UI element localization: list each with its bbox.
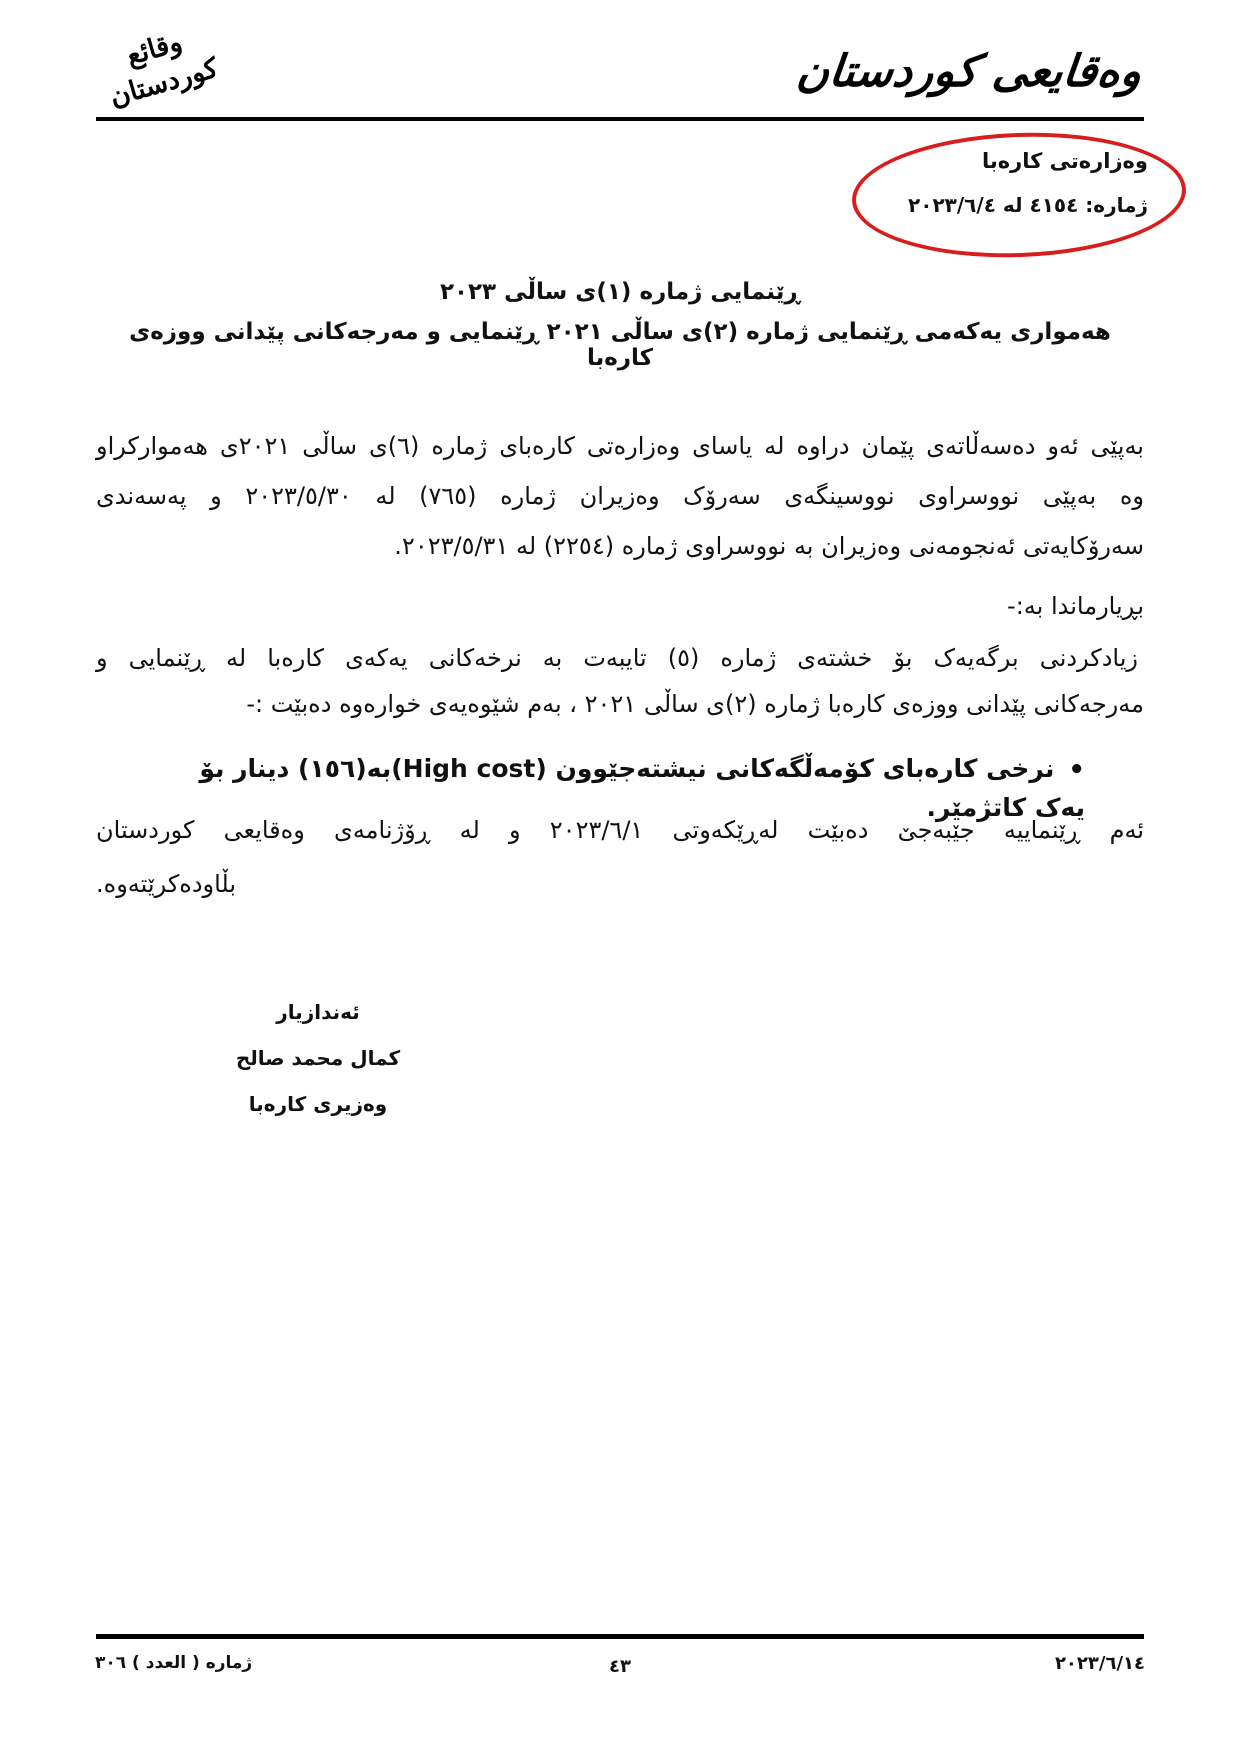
decision-line: بڕیارماندا بە:- [1007, 592, 1144, 620]
paragraph1-line3: سەرۆکایەتی ئەنجومەنی وەزیران بە نووسراوی ژمارە (٢٢٥٤) لە ٢٠٢٣/٥/٣١. [394, 532, 1144, 560]
price-bullet-text: نرخی کارەبای کۆمەڵگەکانی نیشتەجێوون (High cost)بە(١٥٦) دینار بۆ یەک کاتژمێر. [199, 754, 1085, 822]
signature-title: ئەندازیار [276, 1000, 360, 1024]
paragraph1-line2: وە بەپێی نووسراوی نووسینگەی سەرۆک وەزیران ژمارە (٧٦٥) لە ٢٠٢٣/٥/٣٠ و پەسەندی [96, 482, 1144, 510]
gazette-masthead-calligraphy: وەقايعی كوردستان [794, 46, 1145, 97]
signature-name: كمال محمد صالح [235, 1046, 401, 1070]
footer-date: ٢٠٢٣/٦/١٤ [1054, 1653, 1145, 1674]
paragraph2-line2: بڵاودەکرێتەوە. [96, 870, 237, 898]
paragraph2-line1: ئەم ڕێنماییە جێبەجێ دەبێت لەڕێکەوتی ٢٠٢٣/٦/١ و لە ڕۆژنامەی وەقایعی کوردستان [96, 816, 1145, 844]
addition-line1: زیادکردنی برگەیەک بۆ خشتەی ژمارە (٥) تایبەت بە نرخەکانی یەکەی کارەبا لە ڕێنمایی و [96, 644, 1139, 672]
instruction-title-line1: ڕێنمایی ژمارە (١)ی ساڵی ٢٠٢٣ [439, 279, 801, 305]
addition-line2: مەرجەکانی پێدانی ووزەی کارەبا ژمارە (٢)ی ساڵی ٢٠٢١ ، بەم شێوەیەی خوارەوە دەبێت :- [246, 690, 1144, 718]
gazette-seal-logo: وقائع كوردستان [106, 26, 222, 114]
footer-page-number: ٤٣ [609, 1656, 631, 1677]
paragraph1-line1: بەپێی ئەو دەسەڵاتەی پێمان دراوە لە یاسای وەزارەتی کارەبای ژمارە (٦)ی ساڵی ٢٠٢١ی هەموارکراو [96, 432, 1144, 460]
signature-role: وەزیری کارەبا [248, 1092, 388, 1116]
footer-divider-line [96, 1634, 1144, 1639]
ministry-name: وەزارەتی کارەبا [981, 149, 1148, 173]
bullet-icon: • [1068, 755, 1085, 785]
document-number-date: ژمارە: ٤١٥٤ لە ٢٠٢٣/٦/٤ [908, 193, 1148, 217]
signature-block [218, 1000, 418, 1138]
header-divider-line [96, 117, 1144, 121]
instruction-title-line2: هەمواری یەکەمی ڕێنمایی ژمارە (٢)ی ساڵی ٢٠٢١ ڕێنمایی و مەرجەکانی پێدانی ووزەی کارەبا [129, 319, 1111, 371]
footer-issue-number: ژمارە ( العدد ) ٣٠٦ [95, 1653, 253, 1673]
